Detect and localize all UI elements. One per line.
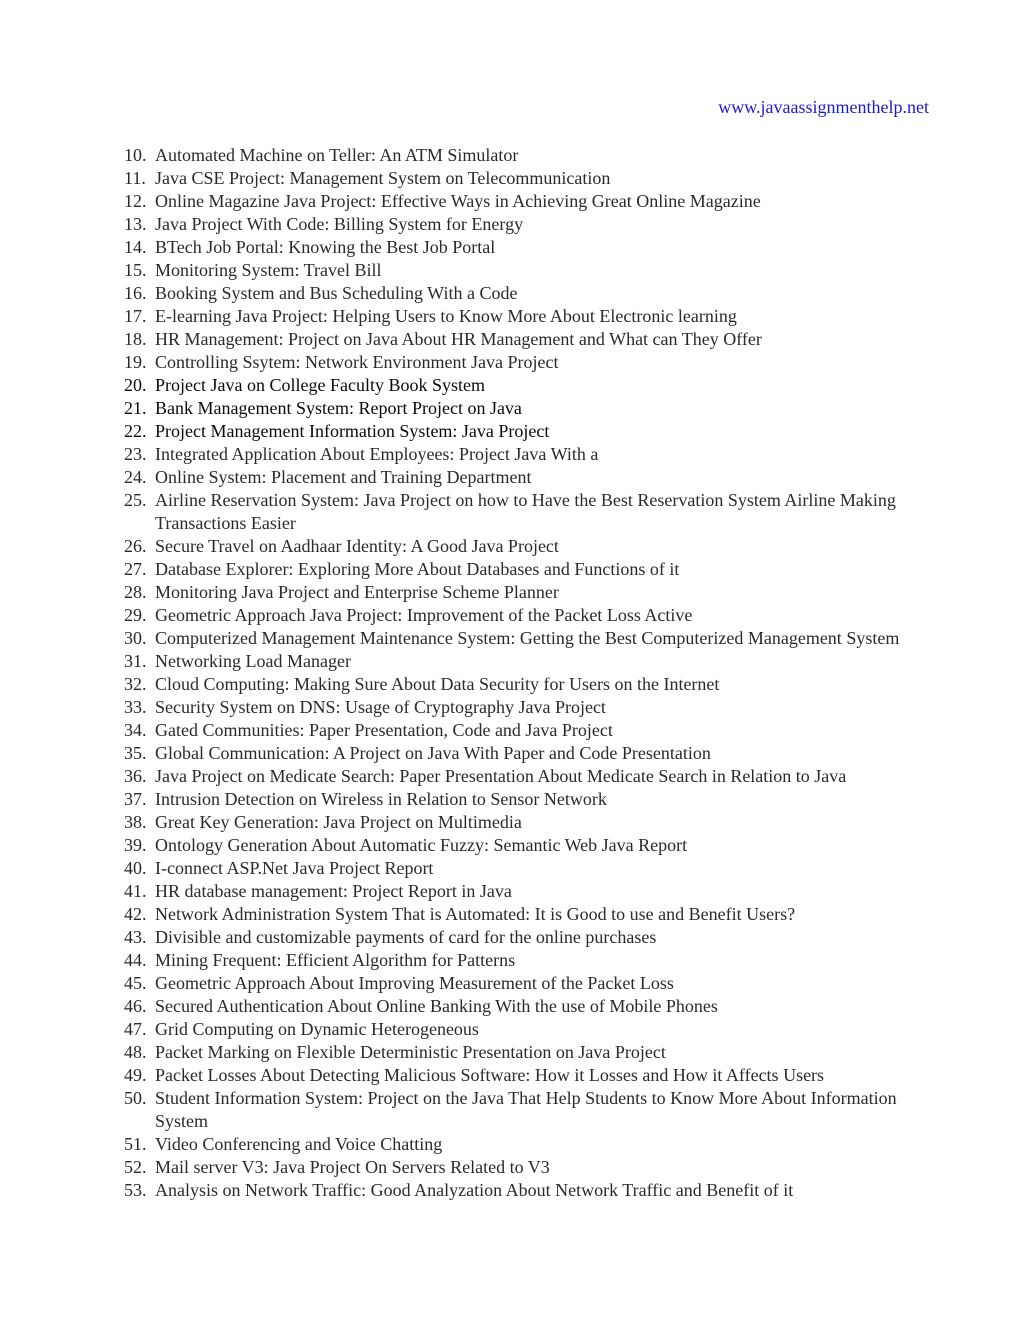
item-title: Geometric Approach Java Project: Improvement of the Packet Loss Active (155, 605, 693, 625)
item-number: 44. (124, 950, 147, 970)
list-item (124, 811, 944, 834)
item-title: Secured Authentication About Online Banking With the use of Mobile Phones (155, 996, 718, 1016)
item-number: 40. (124, 858, 147, 878)
item-title: E-learning Java Project: Helping Users to Know More About Electronic learning (155, 306, 737, 326)
item-number: 19. (124, 352, 147, 372)
item-title: Security System on DNS: Usage of Cryptography Java Project (155, 697, 606, 717)
list-item (124, 374, 944, 397)
list-item (124, 466, 944, 489)
item-title: Online Magazine Java Project: Effective Ways in Achieving Great Online Magazine (155, 191, 761, 211)
list-item (124, 213, 944, 236)
item-number: 48. (124, 1042, 147, 1062)
item-title: Mining Frequent: Efficient Algorithm for Patterns (155, 950, 516, 970)
item-number: 20. (124, 375, 147, 395)
list-item (124, 972, 944, 995)
item-title: Gated Communities: Paper Presentation, Code and Java Project (155, 720, 613, 740)
item-title: Divisible and customizable payments of card for the online purchases (155, 927, 657, 947)
item-number: 42. (124, 904, 147, 924)
list-item (124, 742, 944, 765)
item-number: 35. (124, 743, 147, 763)
item-title: Monitoring System: Travel Bill (155, 260, 382, 280)
item-title: HR database management: Project Report in Java (155, 881, 512, 901)
item-number: 49. (124, 1065, 147, 1085)
list-item (124, 1018, 944, 1041)
item-number: 32. (124, 674, 147, 694)
item-title: Bank Management System: Report Project on Java (155, 398, 522, 418)
item-number: 28. (124, 582, 147, 602)
item-title: Java CSE Project: Management System on Telecommunication (155, 168, 611, 188)
item-title: Airline Reservation System: Java Project on how to Have the Best Reservation System Airline Making Transactions Easier (155, 490, 896, 533)
list-item (124, 788, 944, 811)
list-item (124, 443, 944, 466)
list-item (124, 1087, 944, 1133)
item-title: HR Management: Project on Java About HR Management and What can They Offer (155, 329, 762, 349)
list-item (124, 535, 944, 558)
list-item (124, 627, 944, 650)
item-number: 12. (124, 191, 147, 211)
item-title: Automated Machine on Teller: An ATM Simulator (155, 145, 519, 165)
item-title: Intrusion Detection on Wireless in Relation to Sensor Network (155, 789, 607, 809)
item-title: Great Key Generation: Java Project on Multimedia (155, 812, 522, 832)
item-title: Secure Travel on Aadhaar Identity: A Good Java Project (155, 536, 559, 556)
list-item (124, 236, 944, 259)
list-item (124, 903, 944, 926)
list-item (124, 604, 944, 627)
item-title: Online System: Placement and Training Department (155, 467, 532, 487)
item-title: Database Explorer: Exploring More About Databases and Functions of it (155, 559, 680, 579)
list-item (124, 926, 944, 949)
list-item (124, 696, 944, 719)
item-title: Student Information System: Project on the Java That Help Students to Know More About Information System (155, 1088, 897, 1131)
list-item (124, 397, 944, 420)
item-number: 25. (124, 490, 147, 510)
list-item (124, 857, 944, 880)
item-title: Integrated Application About Employees: Project Java With a (155, 444, 599, 464)
item-title: Cloud Computing: Making Sure About Data Security for Users on the Internet (155, 674, 720, 694)
list-item (124, 581, 944, 604)
item-title: Grid Computing on Dynamic Heterogeneous (155, 1019, 479, 1039)
list-item (124, 328, 944, 351)
item-title: Analysis on Network Traffic: Good Analyzation About Network Traffic and Benefit of it (155, 1180, 794, 1200)
item-title: Global Communication: A Project on Java With Paper and Code Presentation (155, 743, 711, 763)
item-number: 45. (124, 973, 147, 993)
item-title: Project Management Information System: Java Project (155, 421, 550, 441)
item-number: 11. (124, 168, 146, 188)
item-number: 26. (124, 536, 147, 556)
item-number: 24. (124, 467, 147, 487)
list-item (124, 995, 944, 1018)
item-title: Project Java on College Faculty Book System (155, 375, 485, 395)
item-number: 37. (124, 789, 147, 809)
item-title: Computerized Management Maintenance System: Getting the Best Computerized Management System (155, 628, 900, 648)
item-title: Packet Marking on Flexible Deterministic Presentation on Java Project (155, 1042, 666, 1062)
item-title: I-connect ASP.Net Java Project Report (155, 858, 434, 878)
list-item (124, 650, 944, 673)
list-item (124, 834, 944, 857)
list-item (124, 1156, 944, 1179)
list-item (124, 1041, 944, 1064)
item-number: 17. (124, 306, 147, 326)
item-title: Network Administration System That is Automated: It is Good to use and Benefit Users? (155, 904, 796, 924)
list-item (124, 1064, 944, 1087)
list-item (124, 558, 944, 581)
list-item (124, 719, 944, 742)
list-item (124, 167, 944, 190)
item-title: Java Project on Medicate Search: Paper Presentation About Medicate Search in Relation to Java (155, 766, 847, 786)
list-item (124, 420, 944, 443)
item-title: BTech Job Portal: Knowing the Best Job Portal (155, 237, 496, 257)
item-number: 34. (124, 720, 147, 740)
item-number: 16. (124, 283, 147, 303)
item-number: 38. (124, 812, 147, 832)
item-number: 10. (124, 145, 147, 165)
item-number: 29. (124, 605, 147, 625)
item-number: 50. (124, 1088, 147, 1108)
item-title: Packet Losses About Detecting Malicious Software: How it Losses and How it Affects Users (155, 1065, 825, 1085)
item-title: Ontology Generation About Automatic Fuzzy: Semantic Web Java Report (155, 835, 688, 855)
list-item (124, 489, 944, 535)
list-item (124, 673, 944, 696)
item-title: Networking Load Manager (155, 651, 351, 671)
item-number: 51. (124, 1134, 147, 1154)
item-number: 15. (124, 260, 147, 280)
website-link[interactable]: www.javaassignmenthelp.net (718, 97, 929, 117)
item-number: 41. (124, 881, 147, 901)
list-item (124, 351, 944, 374)
item-number: 14. (124, 237, 147, 257)
list-item (124, 949, 944, 972)
list-item (124, 1133, 944, 1156)
item-title: Controlling Ssytem: Network Environment Java Project (155, 352, 559, 372)
list-item (124, 144, 944, 167)
list-item (124, 880, 944, 903)
item-title: Geometric Approach About Improving Measurement of the Packet Loss (155, 973, 674, 993)
item-number: 52. (124, 1157, 147, 1177)
item-title: Video Conferencing and Voice Chatting (155, 1134, 443, 1154)
item-title: Mail server V3: Java Project On Servers Related to V3 (155, 1157, 550, 1177)
item-number: 27. (124, 559, 147, 579)
item-number: 23. (124, 444, 147, 464)
list-item (124, 305, 944, 328)
list-item (124, 1179, 944, 1202)
item-number: 33. (124, 697, 147, 717)
list-item (124, 282, 944, 305)
project-list (124, 144, 944, 1202)
item-number: 53. (124, 1180, 147, 1200)
item-number: 36. (124, 766, 147, 786)
item-title: Java Project With Code: Billing System for Energy (155, 214, 524, 234)
item-number: 39. (124, 835, 147, 855)
item-number: 22. (124, 421, 147, 441)
list-item (124, 259, 944, 282)
item-number: 43. (124, 927, 147, 947)
item-number: 47. (124, 1019, 147, 1039)
item-number: 30. (124, 628, 147, 648)
item-number: 46. (124, 996, 147, 1016)
list-item (124, 765, 944, 788)
item-title: Monitoring Java Project and Enterprise Scheme Planner (155, 582, 559, 602)
item-number: 21. (124, 398, 147, 418)
item-number: 13. (124, 214, 147, 234)
item-number: 31. (124, 651, 147, 671)
item-number: 18. (124, 329, 147, 349)
list-item (124, 190, 944, 213)
item-title: Booking System and Bus Scheduling With a Code (155, 283, 518, 303)
